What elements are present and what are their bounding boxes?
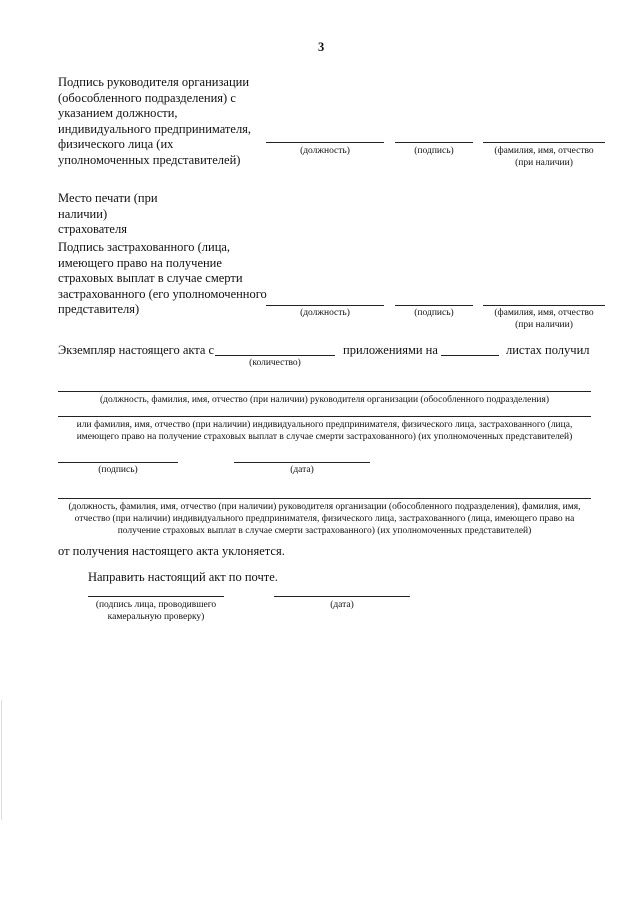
quantity-caption: (количество) [249, 358, 301, 368]
refusal-caption: (должность, фамилия, имя, отчество (при наличии) руководителя организации (обособленного подразделения), фамилия, имя, отчество (при наличии) индивидуального предпринимателя, физического лица, застрахованного (лица, имеющего право на получение страховых выплат в случае смерти застрахованного) (их уполномоченных представителей) [68, 502, 581, 536]
fio-line [483, 142, 605, 143]
inspector-signature-line [88, 596, 224, 597]
fio-caption-2: (фамилия, имя, отчество (при наличии) [494, 308, 594, 330]
refusal-line [58, 498, 591, 499]
copy-text-end: листах получил [506, 343, 590, 357]
signature-line-2 [395, 305, 473, 306]
scan-edge [1, 700, 2, 820]
position-caption-2: (должность) [300, 308, 350, 318]
insured-signature-label: Подпись застрахованного (лица, имеющего право на получение страховых выплат в случае смерти застрахованного (его уполномоченного представителя) [58, 240, 267, 316]
recipient-date-line [234, 462, 370, 463]
position-line [266, 142, 384, 143]
fio-caption: (фамилия, имя, отчество (при наличии) [494, 146, 594, 168]
inspector-date-caption: (дата) [330, 600, 354, 610]
signature-caption: (подпись) [414, 146, 454, 156]
recipient-date-caption: (дата) [290, 465, 314, 475]
pages-line [441, 355, 499, 356]
position-line-2 [266, 305, 384, 306]
mail-text: Направить настоящий акт по почте. [88, 570, 278, 584]
seal-label: Место печати (при наличии) страхователя [58, 191, 158, 236]
fio-line-2 [483, 305, 605, 306]
signature-head-label: Подпись руководителя организации (обособленного подразделения) с указанием должности, индивидуального предпринимателя, физического лица (их уполномоченных представителей) [58, 75, 252, 167]
recipient-line-2 [58, 416, 591, 417]
recipient-signature-line [58, 462, 178, 463]
copy-text-mid: приложениями на [343, 343, 438, 357]
recipient-caption-1: (должность, фамилия, имя, отчество (при наличии) руководителя организации (обособленного подразделения) [99, 395, 550, 405]
refusal-text: от получения настоящего акта уклоняется. [58, 544, 285, 558]
signature-caption-2: (подпись) [414, 308, 454, 318]
position-caption: (должность) [300, 146, 350, 156]
recipient-caption-2: или фамилия, имя, отчество (при наличии) индивидуального предпринимателя, физического лица, застрахованного (лица, имеющего право на получение страховых выплат в случае смерти застрахованного) (их уполномоченных представителей) [76, 420, 573, 442]
recipient-line-1 [58, 391, 591, 392]
quantity-line [215, 355, 335, 356]
inspector-date-line [274, 596, 410, 597]
copy-text-start: Экземпляр настоящего акта с [58, 343, 215, 357]
signature-line [395, 142, 473, 143]
page-number: 3 [318, 40, 325, 54]
recipient-signature-caption: (подпись) [98, 465, 138, 475]
inspector-signature-caption: (подпись лица, проводившего камеральную проверку) [95, 600, 217, 622]
